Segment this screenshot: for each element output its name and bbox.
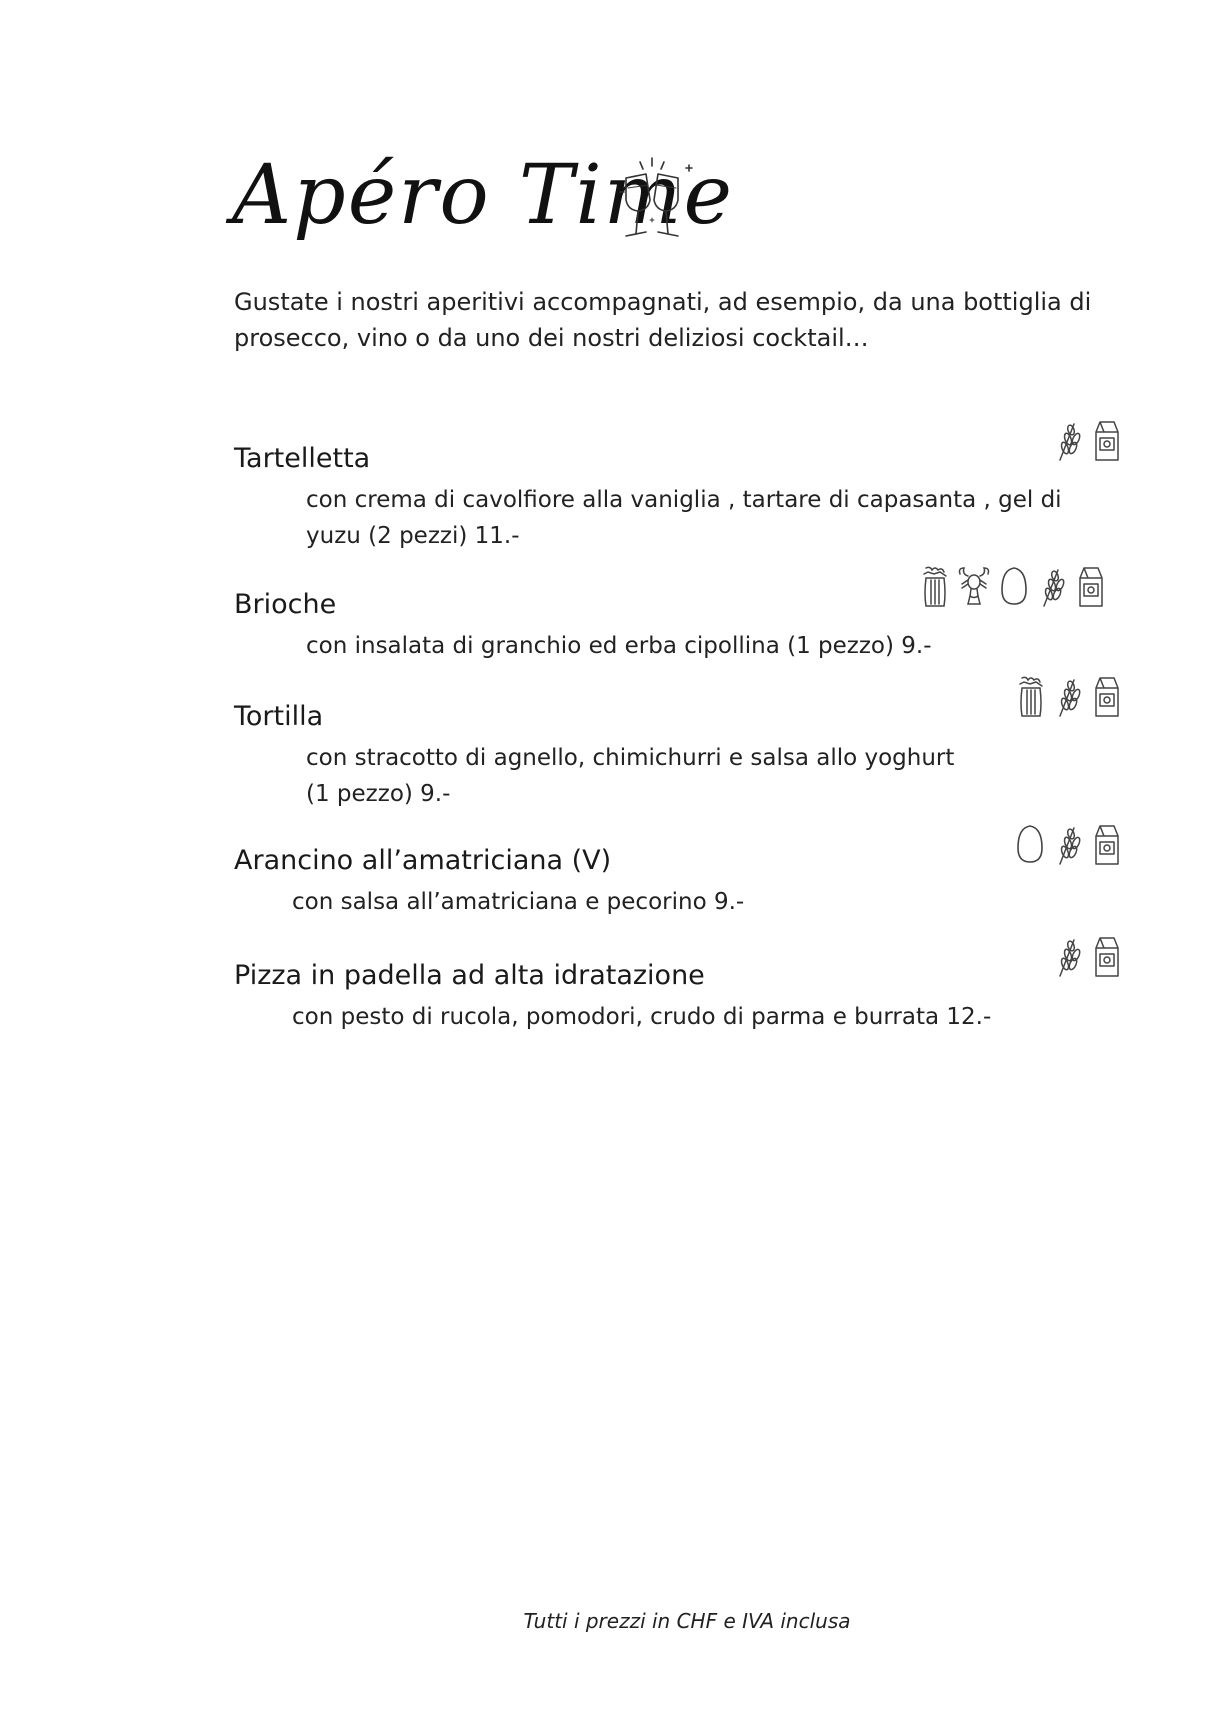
menu-item-description — [234, 884, 1114, 920]
menu-item — [234, 700, 1114, 812]
egg-icon — [1014, 822, 1046, 866]
wheat-icon — [1036, 564, 1068, 608]
allergen-icons — [1052, 932, 1122, 980]
allergen-icons — [1014, 820, 1122, 868]
milk-carton-icon — [1090, 822, 1122, 866]
menu-item-description-line: con crema di cavolfiore alla vaniglia , tartare di capasanta , gel di — [306, 487, 1062, 513]
menu-item-description-line: (1 pezzo) 9.- — [306, 781, 451, 807]
menu-item-name: Tortilla — [234, 701, 324, 732]
menu-item-name: Arancino all’amatriciana (V) — [234, 845, 612, 876]
allergen-icons — [1052, 416, 1122, 464]
wheat-icon — [1052, 934, 1084, 978]
wheat-icon — [1052, 418, 1084, 462]
menu-item-description — [234, 482, 1114, 554]
menu-item — [234, 844, 1114, 920]
menu-item-name: Brioche — [234, 589, 337, 620]
champagne-glasses-icon — [612, 148, 702, 248]
menu-item-description — [234, 628, 1114, 664]
menu-item — [234, 442, 1114, 554]
allergen-icons — [918, 562, 1106, 610]
intro-text: Gustate i nostri aperitivi accompagnati, ad esempio, da una bottiglia di prosecco, vino o da uno dei nostri deliziosi cocktail… — [234, 288, 1092, 352]
milk-carton-icon — [1090, 418, 1122, 462]
menu-item-description-line: con insalata di granchio ed erba cipollina (1 pezzo) 9.- — [306, 633, 932, 659]
menu-item-description — [234, 740, 1114, 812]
celery-icon — [1014, 674, 1046, 718]
menu-item-description-line: con salsa all’amatriciana e pecorino 9.- — [292, 889, 745, 915]
menu-item — [234, 959, 1114, 1035]
allergen-icons — [1014, 672, 1122, 720]
menu-item-name: Pizza in padella ad alta idratazione — [234, 960, 705, 991]
crustacean-icon — [956, 564, 992, 608]
menu-item-description-line: con pesto di rucola, pomodori, crudo di parma e burrata 12.- — [292, 1004, 992, 1030]
menu-item-description-line: yuzu (2 pezzi) 11.- — [306, 523, 520, 549]
milk-carton-icon — [1090, 674, 1122, 718]
milk-carton-icon — [1074, 564, 1106, 608]
celery-icon — [918, 564, 950, 608]
page-title: Apéro Time — [232, 148, 735, 243]
footer-note: Tutti i prezzi in CHF e IVA inclusa — [523, 1609, 851, 1633]
wheat-icon — [1052, 674, 1084, 718]
header — [232, 148, 832, 288]
menu-item-description — [234, 999, 1114, 1035]
wheat-icon — [1052, 822, 1084, 866]
menu-item-description-line: con stracotto di agnello, chimichurri e salsa allo yoghurt — [306, 745, 955, 771]
egg-icon — [998, 564, 1030, 608]
menu-item-name: Tartelletta — [234, 443, 371, 474]
milk-carton-icon — [1090, 934, 1122, 978]
